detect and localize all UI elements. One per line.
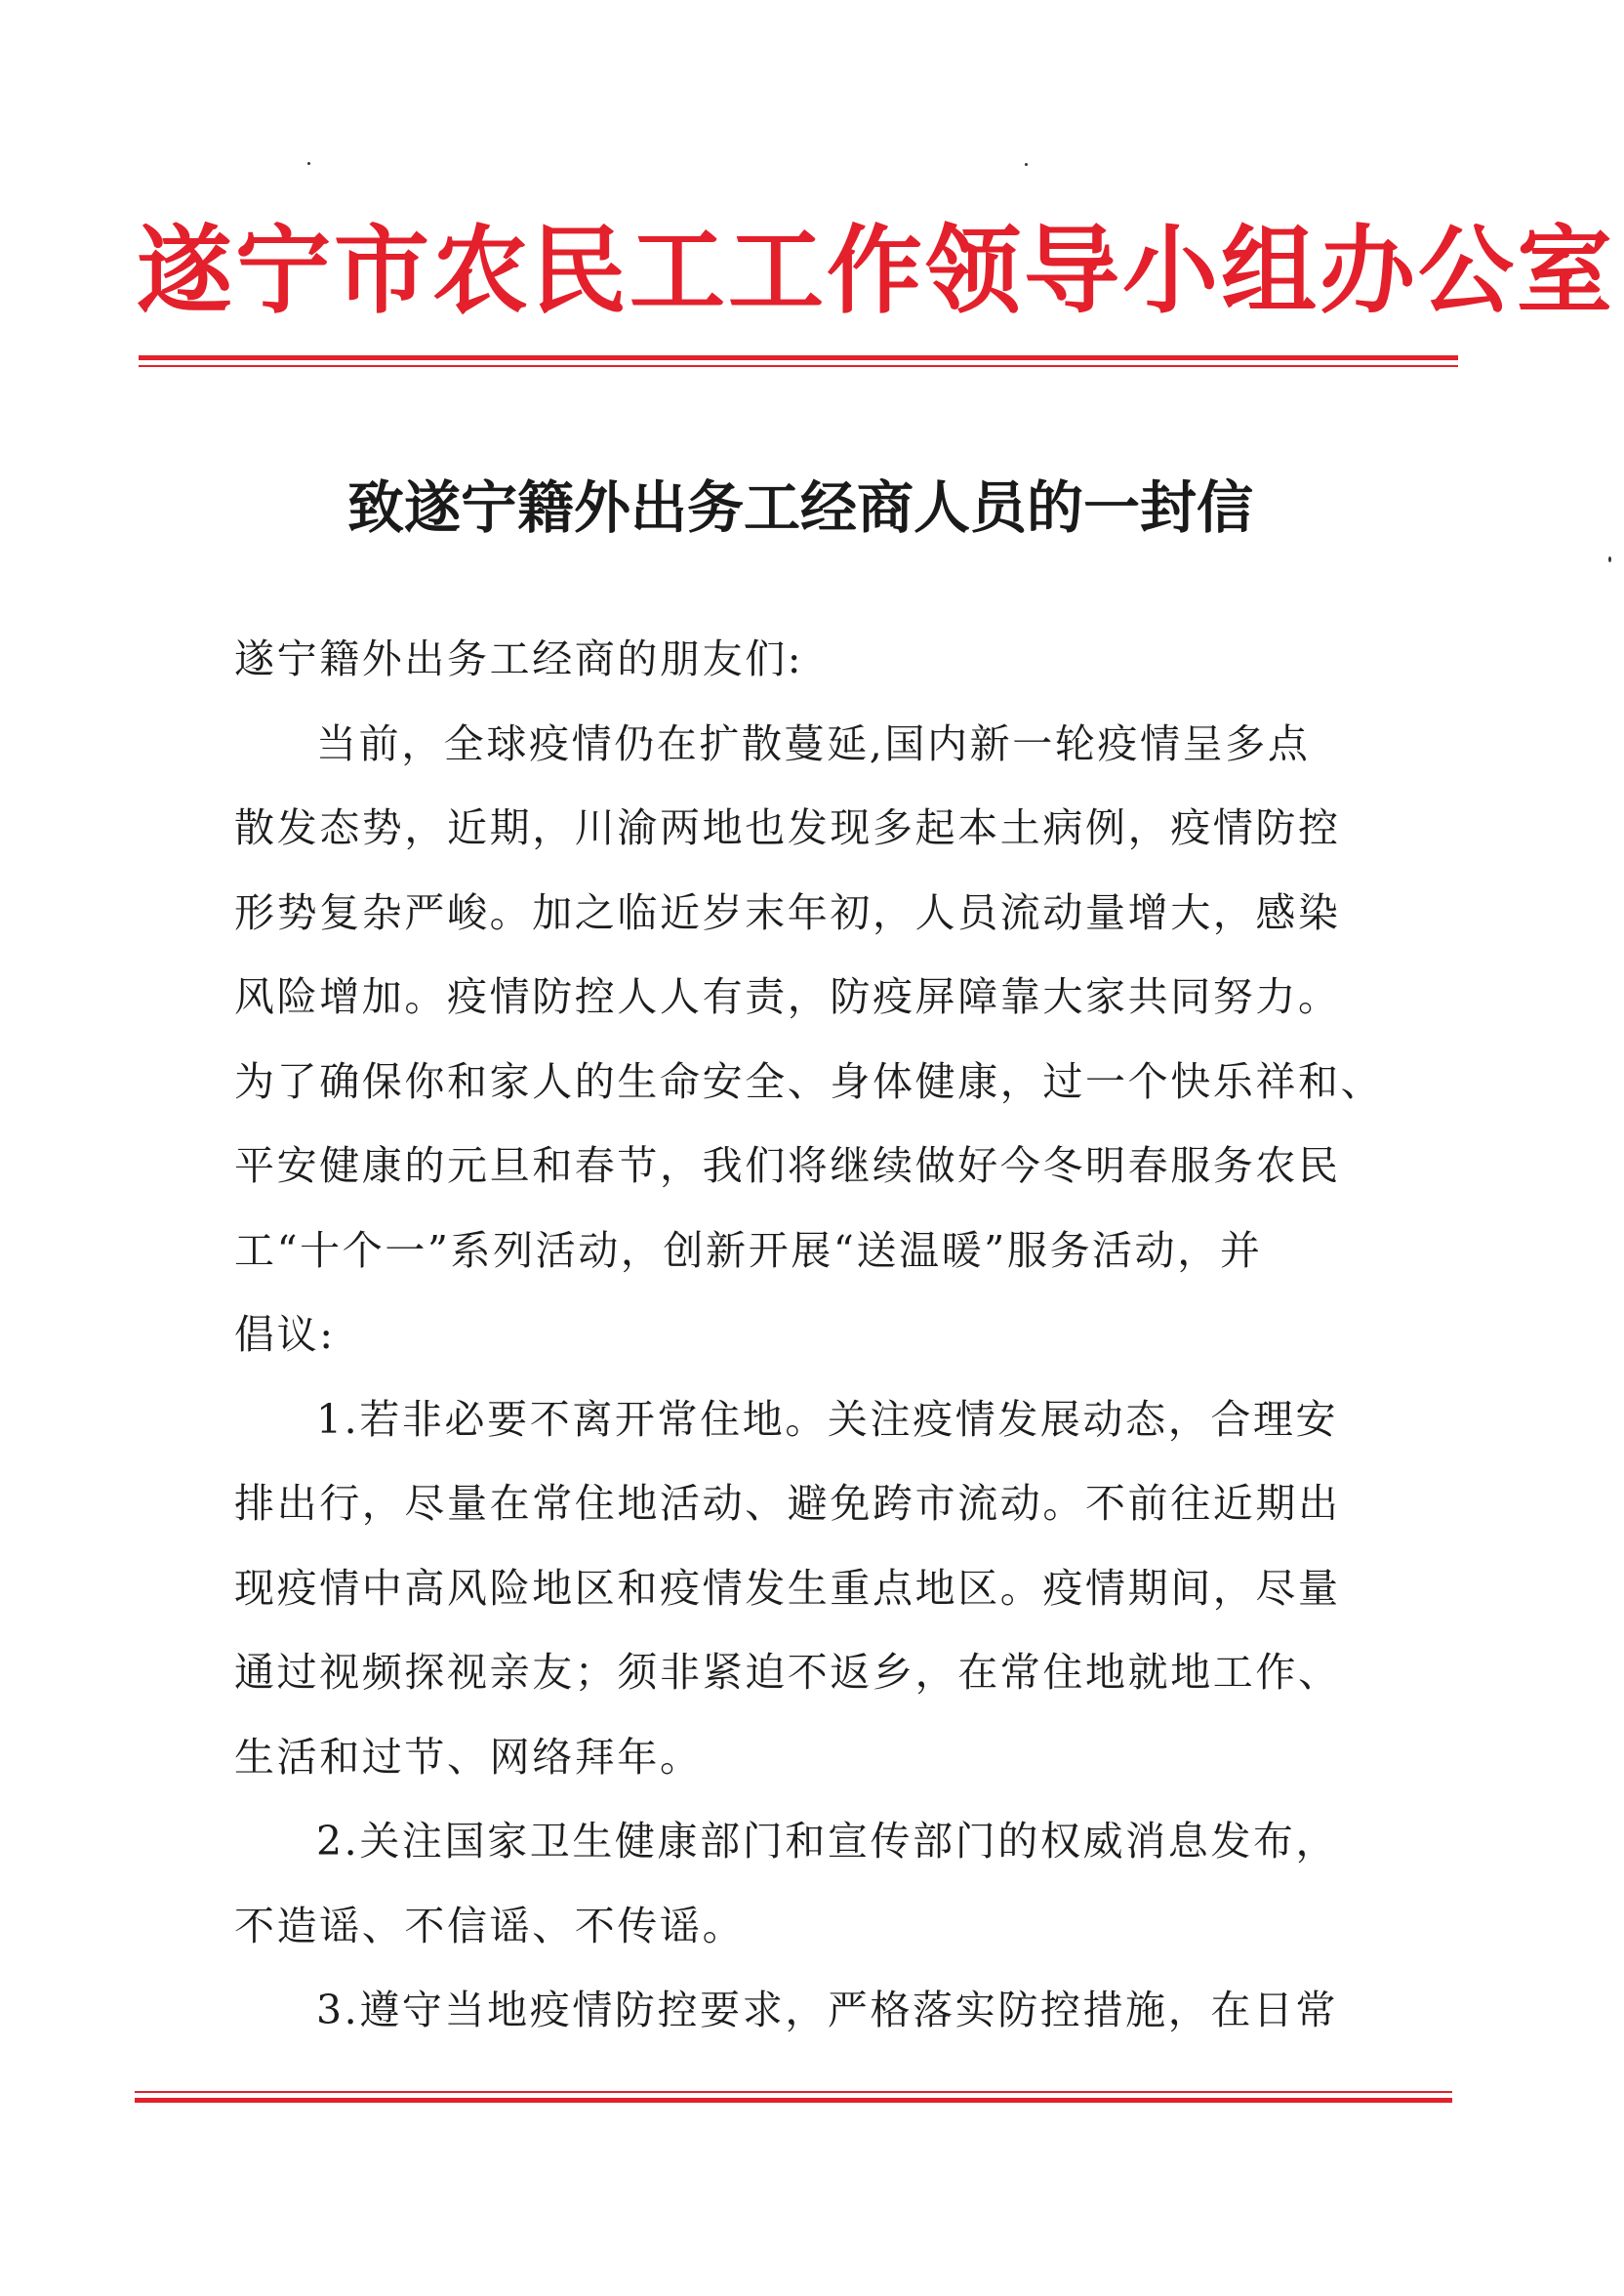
body-line: 为了确保你和家人的生命安全、身体健康，过一个快乐祥和、 [234,1057,1384,1105]
body-line: 当前，全球疫情仍在扩散蔓延,国内新一轮疫情呈多点 [316,719,1311,767]
scan-speck [1025,163,1028,166]
body-line: 通过视频探视亲友；须非紧迫不返乡，在常住地就地工作、 [234,1649,1341,1696]
body-line: 生活和过节、网络拜年。 [234,1733,703,1781]
body-line: 风险增加。疫情防控人人有责，防疫屏障靠大家共同努力。 [234,973,1341,1020]
scan-speck [1608,556,1611,562]
masthead-organization: 遂宁市农民工工作领导小组办公室 [137,215,1616,327]
masthead-rule-thick [139,355,1458,360]
footer-rule-thin [135,2091,1452,2093]
letter-title: 致遂宁籍外出务工经商人员的一封信 [346,474,1253,541]
masthead-rule-thin [139,365,1458,367]
body-line: 倡议: [234,1311,336,1358]
body-line: 平安健康的元旦和春节，我们将继续做好今冬明春服务农民 [234,1142,1341,1189]
body-line: 2.关注国家卫生健康部门和宣传部门的权威消息发布， [316,1818,1339,1865]
body-line: 形势复杂严峻。加之临近岁末年初，人员流动量增大，感染 [234,888,1341,936]
body-line: 工“十个一”系列活动，创新开展“送温暖”服务活动，并 [234,1226,1263,1274]
footer-rule-thick [135,2098,1452,2103]
scan-speck [307,162,310,165]
body-line: 现疫情中高风险地区和疫情发生重点地区。疫情期间，尽量 [234,1564,1341,1612]
body-line: 3.遵守当地疫情防控要求，严格落实防控措施，在日常 [316,1987,1339,2033]
body-line: 1.若非必要不离开常住地。关注疫情发展动态，合理安 [316,1395,1339,1443]
body-line: 散发态势，近期，川渝两地也发现多起本土病例，疫情防控 [234,804,1341,851]
letter-salutation: 遂宁籍外出务工经商的朋友们: [234,636,804,682]
body-line: 不造谣、不信谣、不传谣。 [234,1902,746,1949]
letter-body [234,617,1384,2053]
body-line: 排出行，尽量在常住地活动、避免跨市流动。不前往近期出 [234,1480,1341,1527]
